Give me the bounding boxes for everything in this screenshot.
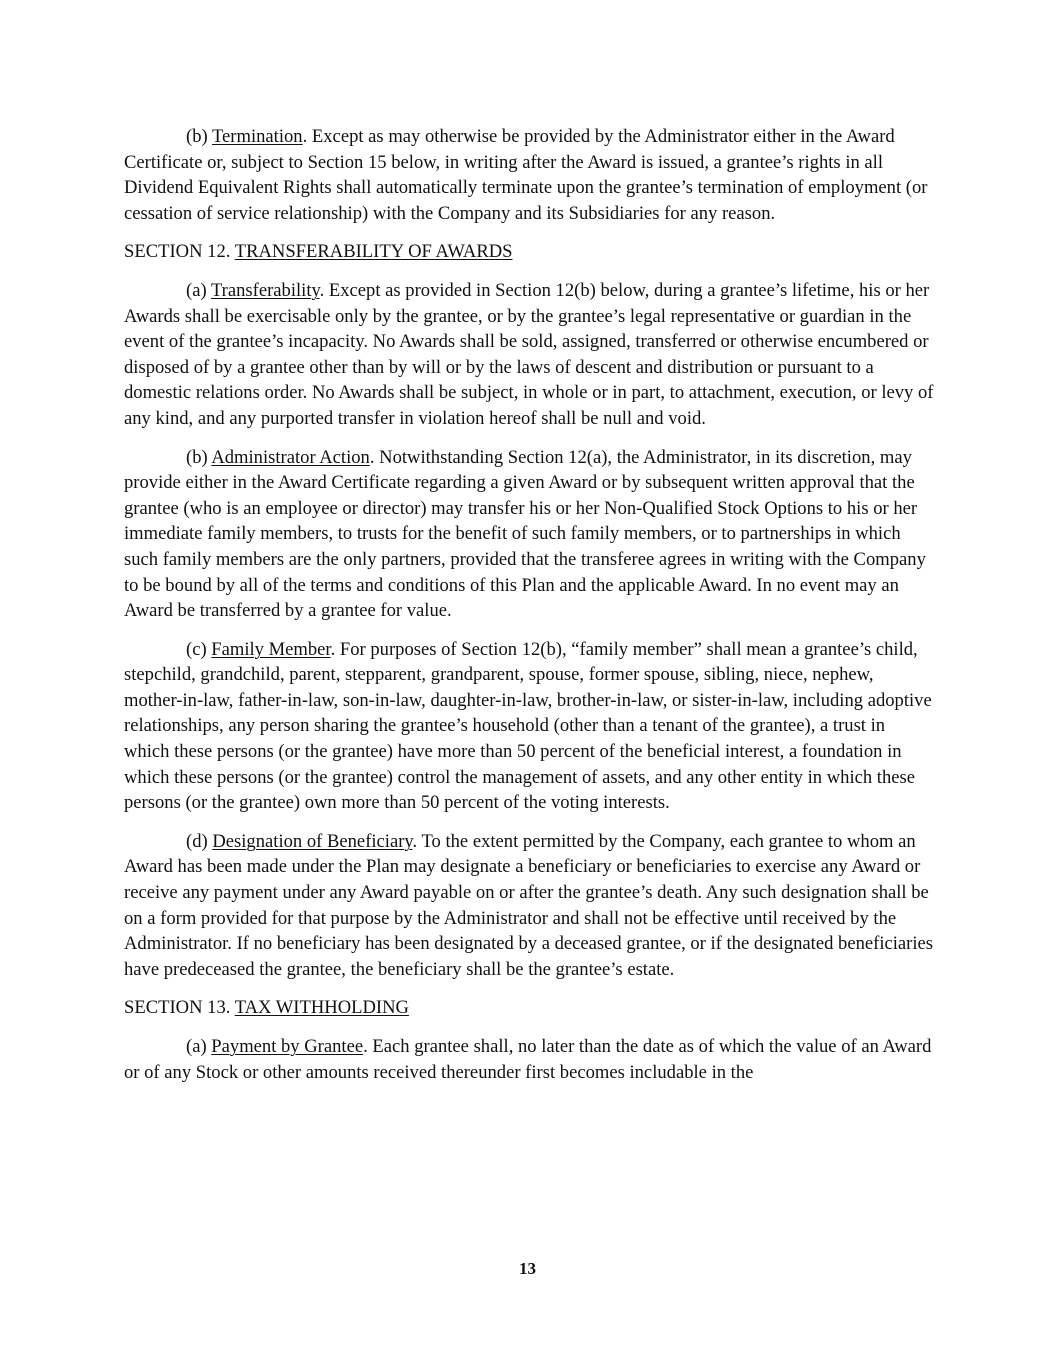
- paragraph-transferability: [124, 278, 934, 432]
- paragraph-text: . Except as provided in Section 12(b) below, during a grantee’s lifetime, his or her Awards shall be exercisable only by the grantee, or by the grantee’s legal representative or guardian in the event of the grantee’s incapacity. No Awards shall be sold, assigned, transferred or otherwise encumbered or disposed of by a grantee other than by will or by the laws of descent and distribution or pursuant to a domestic relations order. No Awards shall be subject, in whole or in part, to attachment, execution, or levy of any kind, and any purported transfer in violation hereof shall be null and void.: [124, 279, 934, 429]
- paragraph-text: . For purposes of Section 12(b), “family member” shall mean a grantee’s child, stepchild, grandchild, parent, stepparent, grandparent, spouse, former spouse, sibling, niece, nephew, mother-in-law, father-in-law, son-in-law, daughter-in-law, brother-in-law, or sister-in-law, including adoptive relationships, any person sharing the grantee’s household (other than a tenant of the grantee), a trust in which these persons (or the grantee) have more than 50 percent of the beneficial interest, a foundation in which these persons (or the grantee) control the management of assets, and any other entity in which these persons (or the grantee) own more than 50 percent of the voting interests.: [124, 638, 932, 814]
- page-number: 13: [519, 1259, 536, 1278]
- paragraph-prefix: (b): [186, 446, 212, 468]
- paragraph-termination: [124, 124, 934, 226]
- section-heading-13: [124, 995, 934, 1021]
- paragraph-text: . Except as may otherwise be provided by the Administrator either in the Award Certificate or, subject to Section 15 below, in writing after the Award is issued, a grantee’s rights in all Dividend Equivalent Rights shall automatically terminate upon the grantee’s termination of employment (or cessation of service relationship) with the Company and its Subsidiaries for any reason.: [124, 126, 928, 224]
- section-title: TRANSFERABILITY OF AWARDS: [234, 241, 513, 263]
- section-number: SECTION 12.: [124, 241, 235, 263]
- paragraph-heading: Family Member: [211, 638, 331, 660]
- paragraph-heading: Termination: [212, 126, 303, 147]
- section-title: TAX WITHHOLDING: [234, 997, 409, 1019]
- section-heading-12: [124, 239, 934, 265]
- paragraph-prefix: (a): [186, 279, 211, 301]
- paragraph-family-member: [124, 637, 934, 816]
- paragraph-administrator-action: [124, 445, 934, 624]
- paragraph-prefix: (c): [186, 638, 212, 660]
- paragraph-prefix: (d): [186, 830, 213, 852]
- section-number: SECTION 13.: [124, 997, 235, 1019]
- paragraph-text: . To the extent permitted by the Company, each grantee to whom an Award has been made under the Plan may designate a beneficiary or beneficiaries to exercise any Award or receive any payment under any Award payable on or after the grantee’s death. Any such designation shall be on a form provided for that purpose by the Administrator and shall not be effective until received by the Administrator. If no beneficiary has been designated by a deceased grantee, or if the designated beneficiaries have predeceased the grantee, the beneficiary shall be the grantee’s estate.: [124, 830, 934, 980]
- paragraph-payment-by-grantee: [124, 1034, 934, 1085]
- document-body: [124, 124, 934, 1098]
- paragraph-heading: Designation of Beneficiary: [212, 830, 413, 852]
- paragraph-heading: Payment by Grantee: [211, 1036, 364, 1057]
- paragraph-text: . Notwithstanding Section 12(a), the Administrator, in its discretion, may provide either in the Award Certificate regarding a given Award or by subsequent written approval that the grantee (who is an employee or director) may transfer his or her Non-Qualified Stock Options to his or her immediate family members, to trusts for the benefit of such family members, or to partnerships in which such family members are the only partners, provided that the transferee agrees in writing with the Company to be bound by all of the terms and conditions of this Plan and the applicable Award. In no event may an Award be transferred by a grantee for value.: [124, 446, 926, 622]
- paragraph-heading: Administrator Action: [211, 446, 370, 468]
- paragraph-prefix: (a): [186, 1036, 212, 1057]
- paragraph-designation-of-beneficiary: [124, 829, 934, 983]
- paragraph-heading: Transferability: [210, 279, 320, 301]
- paragraph-prefix: (b): [186, 126, 212, 147]
- paragraph-text: . Each grantee shall, no later than the date as of which the value of an Award or of any Stock or other amounts received thereunder first becomes includable in the: [124, 1036, 932, 1083]
